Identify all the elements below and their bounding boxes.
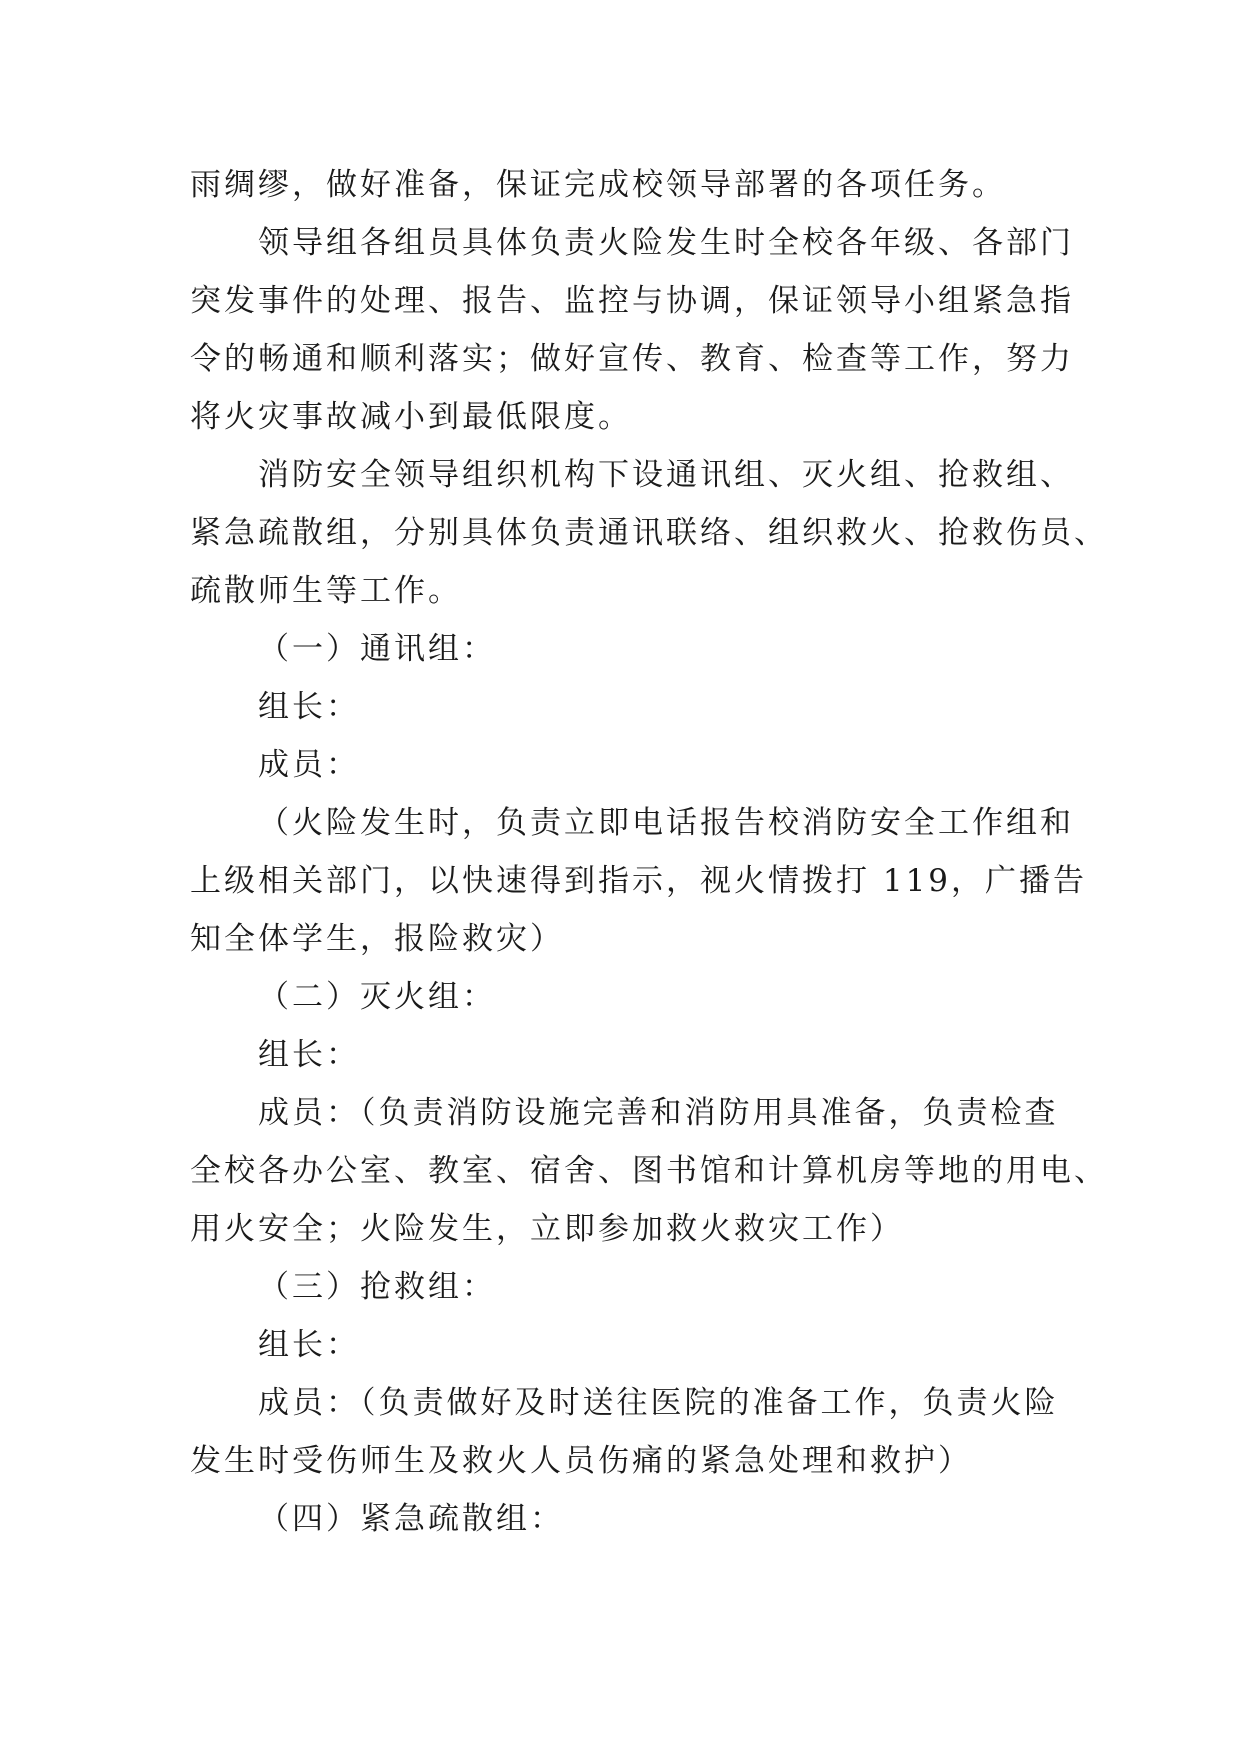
group-members-label: 成员：（负责做好及时送往医院的准备工作，负责火险 [258,1385,1059,1421]
paragraph-line: 上级相关部门，以快速得到指示，视火情拨打 119，广播告 [190,863,1088,899]
paragraph-line: 紧急疏散组，分别具体负责通讯联络、组织救火、抢救伤员、 [190,515,1108,551]
paragraph-line: 发生时受伤师生及救火人员伤痛的紧急处理和救护） [190,1443,972,1479]
paragraph-line: 将火灾事故减小到最低限度。 [190,399,632,435]
paragraph-line: 知全体学生，报险救灾） [190,921,564,957]
group-members-label: 成员： [258,747,360,783]
paragraph-line: 用火安全；火险发生，立即参加救火救灾工作） [190,1211,904,1247]
paragraph-line: （火险发生时，负责立即电话报告校消防安全工作组和 [258,805,1074,841]
document-body [190,156,1108,1548]
paragraph-line: 雨绸缪，做好准备，保证完成校领导部署的各项任务。 [190,167,1006,203]
group-members-label: 成员：（负责消防设施完善和消防用具准备，负责检查 [258,1095,1059,1131]
paragraph-line: 突发事件的处理、报告、监控与协调，保证领导小组紧急指 [190,283,1074,319]
paragraph-line: 全校各办公室、教室、宿舍、图书馆和计算机房等地的用电、 [190,1153,1108,1189]
paragraph-line: 消防安全领导组织机构下设通讯组、灭火组、抢救组、 [258,457,1074,493]
group-leader-label: 组长： [258,1327,360,1363]
paragraph-line: 领导组各组员具体负责火险发生时全校各年级、各部门 [258,225,1074,261]
section-heading-communication: （一）通讯组： [258,631,496,667]
section-heading-firefighting: （二）灭火组： [258,979,496,1015]
paragraph-line: 疏散师生等工作。 [190,573,462,609]
section-heading-evacuation: （四）紧急疏散组： [258,1501,564,1537]
section-heading-rescue: （三）抢救组： [258,1269,496,1305]
group-leader-label: 组长： [258,1037,360,1073]
paragraph-line: 令的畅通和顺利落实；做好宣传、教育、检查等工作，努力 [190,341,1074,377]
group-leader-label: 组长： [258,689,360,725]
